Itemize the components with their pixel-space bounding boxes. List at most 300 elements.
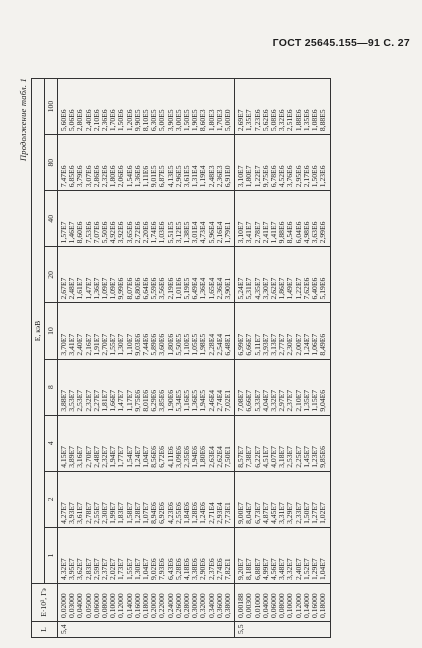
table-value: 2,69E7: [236, 109, 246, 132]
table-value: 0,12000: [293, 593, 303, 618]
table-value: 1,99E7: [108, 502, 118, 524]
L-value: 5,4: [58, 622, 235, 638]
table-value: 2,55E6: [173, 502, 183, 524]
table-value: 7,82E1: [223, 558, 233, 580]
table-value: 3,01E4: [190, 221, 200, 244]
table-value: 1,90E5: [190, 109, 200, 132]
table-value: 4,56E7: [269, 558, 279, 580]
page-header: ГОСТ 25645.155—91 С. 27: [272, 37, 410, 49]
table-value: 4,73E4: [198, 221, 208, 244]
table-value: 2,90E6: [198, 558, 208, 580]
table-value: 9,88E6: [277, 221, 287, 244]
table-value: 4,27E7: [59, 502, 68, 524]
table-value: 3,62E7: [75, 558, 85, 580]
table-value: 0,06000: [269, 593, 279, 618]
energy-values-cell: [235, 303, 330, 359]
table-value: 5,00E0: [223, 109, 233, 132]
table-value: 2,51E6: [285, 109, 295, 132]
table-value: 2,74E6: [214, 558, 224, 580]
table-value: 1,94E6: [190, 446, 200, 468]
table-value: 5,89E6: [149, 333, 159, 356]
table-value: 8,18E7: [244, 558, 254, 580]
table-value: 2,10E6: [91, 109, 101, 132]
energy-values-cell: [58, 527, 235, 583]
table-value: 3,79E6: [75, 165, 85, 188]
table-value: 6,88E7: [252, 558, 262, 580]
table-value: 1,17E7: [124, 389, 134, 412]
table-value: 9,75E6: [260, 165, 270, 188]
table-value: 3,93E7: [67, 502, 77, 524]
table-value: 2,83E7: [83, 558, 93, 580]
table-value: 3,93E7: [260, 333, 270, 356]
table-value: 2,96E5: [173, 165, 183, 188]
table-value: 1,01E6: [173, 277, 183, 300]
table-value: 6,92E6: [157, 502, 167, 524]
table-block-row: [58, 79, 235, 638]
energy-values-cell: [235, 191, 330, 247]
table-value: 1,31E4: [190, 165, 200, 188]
table-value: 1,15E7: [310, 389, 320, 412]
table-value: 1,09E7: [100, 277, 110, 300]
table-value: 3,41E7: [244, 221, 254, 244]
table-value: 5,06E6: [67, 109, 77, 132]
table-value: 3,29E7: [285, 502, 295, 524]
table-value: 5,62E6: [260, 109, 270, 132]
table-value: 0,04000: [260, 593, 270, 618]
table-value: 1,80E6: [165, 333, 175, 356]
energy-values-cell: [58, 247, 235, 303]
table-value: 4,35E7: [252, 277, 262, 300]
table-value: 2,32E6: [100, 165, 110, 188]
table-value: 6,22E7: [252, 446, 262, 468]
table-value: 8,04E7: [244, 502, 254, 524]
table-value: 5,19E5: [182, 277, 192, 300]
table-value: 2,33E7: [293, 502, 303, 524]
table-value: 1,55E7: [124, 558, 134, 580]
E-values-cell: [58, 584, 235, 622]
table-value: 9,99E6: [116, 277, 126, 300]
table-value: 2,71E4: [206, 502, 216, 524]
table-value: 3,13E7: [269, 333, 279, 356]
table-value: 0,14000: [301, 593, 311, 618]
table-value: 2,30E7: [285, 333, 295, 356]
energy-header-cell: 20: [45, 247, 58, 303]
table-value: 1,04E7: [141, 446, 151, 468]
table-value: 2,48E7: [91, 446, 101, 468]
energy-values-cell: [235, 471, 330, 527]
table-value: 6,30E5: [149, 109, 159, 132]
table-value: 6,29E6: [149, 389, 159, 412]
table-value: 4,23E6: [165, 502, 175, 524]
table-value: 4,92E6: [108, 221, 118, 244]
table-value: 3,18E7: [277, 446, 287, 468]
table-value: 0,01000: [252, 593, 262, 618]
table-value: 0,26000: [173, 593, 183, 618]
table-value: 1,24E7: [301, 333, 311, 356]
table-value: 8,94E6: [149, 502, 159, 524]
table-value: 1,22E7: [293, 277, 303, 300]
table-value: 2,48E3: [206, 165, 216, 188]
table-value: 6,66E7: [244, 333, 254, 356]
energy-values-cell: [235, 247, 330, 303]
table-value: 1,98E5: [198, 333, 208, 356]
table-value: 1,06E7: [310, 333, 320, 356]
table-value: 8,01E6: [141, 389, 151, 412]
table-value: 7,47E6: [59, 165, 68, 188]
table-value: 5,51E5: [165, 221, 175, 244]
table-value: 1,16E5: [182, 389, 192, 412]
table-value: 2,40E6: [83, 109, 93, 132]
table-value: 1,80E3: [206, 109, 216, 132]
table-value: 9,01E5: [149, 165, 159, 188]
table-value: 1,50E5: [182, 109, 192, 132]
energy-header-cell: 4: [45, 415, 58, 471]
table-value: 1,81E7: [100, 389, 110, 412]
table-value: 5,11E7: [252, 334, 262, 356]
table-value: 2,25E7: [293, 446, 303, 468]
table-value: 5,28E6: [173, 558, 183, 580]
table-value: 4,87E7: [260, 502, 270, 524]
energy-values-cell: [235, 415, 330, 471]
table-value: 0,28000: [182, 593, 192, 618]
table-value: 1,36E5: [190, 389, 200, 412]
table-value: 3,38E6: [190, 558, 200, 580]
table-value: 0,32000: [198, 593, 208, 618]
table-value: 3,61E5: [182, 165, 192, 188]
table-value: 1,54E6: [124, 165, 134, 188]
table-value: 1,79E1: [223, 221, 233, 244]
table-value: 9,02E6: [149, 558, 159, 580]
energy-values-cell: [58, 79, 235, 135]
table-value: 1,50E7: [301, 502, 311, 524]
table-value: 7,93E6: [157, 558, 167, 580]
table-value: 0,12000: [116, 593, 126, 618]
table-value: 5,96E4: [206, 221, 216, 244]
table-value: 1,10E5: [182, 333, 192, 356]
table-value: 3,32E7: [285, 558, 295, 580]
table-value: 4,04E7: [260, 389, 270, 412]
table-value: 1,02E7: [318, 502, 328, 524]
table-value: 2,36E3: [214, 165, 224, 188]
table-value: 1,36E7: [91, 277, 101, 300]
table-value: 0,04000: [75, 593, 85, 618]
table-continuation-caption: Продолжение табл. 1: [18, 78, 28, 162]
table-value: 9,20E7: [236, 558, 246, 580]
table-value: 1,35E7: [301, 389, 311, 412]
energy-header-cell: 2: [45, 471, 58, 527]
table-value: 0,16000: [132, 593, 142, 618]
table-value: 1,24E6: [198, 502, 208, 524]
table-value: 2,86E6: [91, 165, 101, 188]
table-value: 3,88E7: [59, 389, 68, 412]
table-value: 1,05E5: [190, 333, 200, 356]
table-value: 1,04E7: [318, 558, 328, 580]
table-value: 2,80E6: [75, 109, 85, 132]
table-value: 3,53E7: [67, 389, 77, 412]
table-value: 4,11E6: [165, 446, 175, 468]
table-value: 0,18000: [318, 593, 328, 618]
table-value: 9,90E5: [132, 109, 142, 132]
energy-values-cell: [58, 303, 235, 359]
table-value: 1,46E7: [67, 221, 77, 244]
table-value: 5,34E5: [173, 389, 183, 412]
table-value: 1,83E7: [116, 502, 126, 524]
table-value: 9,85E6: [318, 446, 328, 468]
table-value: 2,55E7: [91, 502, 101, 524]
table-value: 1,49E7: [285, 277, 295, 300]
table-value: 6,80E6: [132, 277, 142, 300]
table-value: 5,19E6: [318, 277, 328, 300]
energy-header-cell: 100: [45, 79, 58, 135]
table-value: 0,00300: [244, 593, 254, 618]
table-value: 3,16E7: [75, 446, 85, 468]
table-value: 8,49E6: [318, 333, 328, 356]
table-value: 1,94E7: [108, 446, 118, 468]
table-value: 1,22E7: [252, 165, 262, 188]
table-value: 3,90E5: [165, 109, 175, 132]
table-value: 2,93E4: [214, 502, 224, 524]
table-value: 7,08E7: [236, 389, 246, 412]
table-value: 1,91E7: [91, 333, 101, 356]
table-value: 6,40E6: [310, 277, 320, 300]
table-value: 0,38000: [223, 593, 233, 618]
table-value: 0,00188: [236, 593, 246, 618]
table-value: 2,35E6: [182, 446, 192, 468]
table-value: 1,88E6: [293, 109, 303, 132]
table-value: 2,06E6: [116, 165, 126, 188]
table-value: 3,89E7: [67, 446, 77, 468]
table-value: 2,70E7: [83, 446, 93, 468]
table-value: 4,32E7: [59, 558, 68, 580]
table-value: 3,60E6: [157, 333, 167, 356]
table-value: 9,04E6: [318, 389, 328, 412]
table-value: 2,37E6: [206, 558, 216, 580]
table-value: 2,36E4: [214, 277, 224, 300]
table-value: 1,36E6: [132, 165, 142, 188]
energy-values-cell: [58, 471, 235, 527]
table-value: 2,41E7: [260, 221, 270, 244]
energy-values-cell: [58, 191, 235, 247]
table-value: 1,11E6: [141, 165, 151, 188]
table-value: 5,08E6: [269, 109, 279, 132]
table-value: 0,05000: [83, 593, 93, 618]
table-value: 0,14000: [124, 593, 134, 618]
table-value: 3,00E5: [173, 109, 183, 132]
table-value: 2,62E7: [269, 277, 279, 300]
energy-values-cell: [235, 135, 330, 191]
table-value: 8,10E5: [141, 109, 151, 132]
energy-values-cell: [235, 527, 330, 583]
table-value: 2,78E7: [83, 502, 93, 524]
table-value: 5,31E7: [244, 277, 254, 300]
table-value: 2,16E4: [214, 221, 224, 244]
table-value: 8,56E6: [149, 446, 159, 468]
table-value: 2,63E4: [206, 446, 216, 468]
table-value: 7,73E1: [223, 502, 233, 524]
table-value: 1,04E7: [141, 558, 151, 580]
table-value: 0,08000: [100, 593, 110, 618]
table-value: 6,85E6: [67, 165, 77, 188]
table-value: 1,28E6: [190, 502, 200, 524]
energy-values-cell: [58, 135, 235, 191]
table-value: 6,99E7: [236, 333, 246, 356]
table-value: 0,36000: [214, 593, 224, 618]
table-value: 7,38E7: [244, 446, 254, 468]
table-value: 3,76E6: [285, 165, 295, 188]
table-block-row: [235, 79, 330, 638]
table-value: 4,15E7: [59, 446, 68, 468]
table-value: 8,07E6: [124, 277, 134, 300]
table-value: 2,40E7: [293, 558, 303, 580]
table-value: 1,07E7: [141, 502, 151, 524]
table-value: 2,78E7: [252, 221, 262, 244]
table-value: 6,49E4: [190, 277, 200, 300]
energy-values-cell: [235, 359, 330, 415]
table-value: 4,51E7: [260, 446, 270, 468]
table-value: 2,95E6: [293, 165, 303, 188]
table-value: 8,54E6: [285, 221, 295, 244]
table-value: 2,32E7: [100, 446, 110, 468]
energy-values-cell: [58, 415, 235, 471]
table-value: 3,10E7: [236, 165, 246, 188]
table-value: 1,30E7: [116, 333, 126, 356]
table-value: 2,67E7: [59, 277, 68, 300]
table-value: 1,23E6: [318, 165, 328, 188]
table-value: 2,37E7: [100, 558, 110, 580]
table-value: 2,53E7: [75, 389, 85, 412]
table-value: 9,75E6: [132, 389, 142, 412]
table-value: 1,50E6: [116, 109, 126, 132]
table-value: 1,61E7: [75, 277, 85, 300]
table-value: 1,41E7: [269, 221, 279, 244]
table-value: 3,70E7: [59, 333, 68, 356]
table-value: 1,09E7: [108, 277, 118, 300]
table-value: 3,61E7: [75, 502, 85, 524]
table-value: 1,28E7: [132, 502, 142, 524]
energy-header-cell: 1: [45, 527, 58, 583]
table-value: 3,10E7: [236, 221, 246, 244]
table-value: 6,72E6: [157, 446, 167, 468]
table-value: 2,00E7: [293, 333, 303, 356]
table-value: 6,04E6: [293, 221, 303, 244]
table-value: 2,74E4: [214, 389, 224, 412]
table-value: 3,30E7: [260, 277, 270, 300]
table-value: 0,06000: [91, 593, 101, 618]
table-value: 0,02000: [59, 593, 68, 618]
table-value: 9,03E6: [132, 333, 142, 356]
table-value: 2,17E6: [301, 165, 311, 188]
table-value: 1,36E4: [198, 277, 208, 300]
table-value: 1,10E7: [124, 333, 134, 356]
table-value: 4,07E7: [269, 446, 279, 468]
table-value: 8,88E5: [318, 109, 328, 132]
table-value: 2,37E7: [285, 389, 295, 412]
table-value: 1,24E7: [132, 446, 142, 468]
table-value: 2,97E7: [277, 389, 287, 412]
table-value: 2,16E7: [83, 333, 93, 356]
table-value: 7,02E1: [223, 389, 233, 412]
table-value: 0,20000: [149, 593, 159, 618]
table-value: 6,91E0: [223, 165, 233, 188]
energy-values-cell: [235, 79, 330, 135]
table-value: 8,60E6: [75, 221, 85, 244]
table-value: 1,57E7: [59, 221, 68, 244]
energy-values-cell: [58, 359, 235, 415]
table-value: 3,65E6: [124, 221, 134, 244]
table-value: 2,28E4: [206, 333, 216, 356]
table-value: 2,20E6: [141, 221, 151, 244]
table-value: 2,19E6: [165, 277, 175, 300]
column-group-energy: Е, кэВ: [32, 79, 45, 584]
table-value: 0,10000: [108, 593, 118, 618]
table-value: 5,00E5: [157, 109, 167, 132]
table-value: 6,64E6: [141, 277, 151, 300]
table-value: 3,92E6: [116, 221, 126, 244]
table-value: 1,19E4: [198, 165, 208, 188]
table-value: 1,35E7: [244, 109, 254, 132]
table-value: 1,70E6: [108, 109, 118, 132]
table-value: 0,22000: [157, 593, 167, 618]
table-value: 2,70E7: [100, 333, 110, 356]
table-value: 6,66E7: [244, 389, 254, 412]
table-value: 5,24E7: [236, 277, 246, 300]
table-value: 2,62E4: [214, 446, 224, 468]
energy-header-cell: 10: [45, 303, 58, 359]
table-value: 2,36E6: [100, 109, 110, 132]
table-value: 3,09E6: [173, 446, 183, 468]
table-value: 1,29E7: [310, 558, 320, 580]
L-value: 5,5: [235, 622, 330, 638]
table-value: 7,50E1: [223, 446, 233, 468]
rotated-page-content: [18, 78, 410, 638]
table-value: 1,74E6: [149, 221, 159, 244]
data-table: [31, 78, 331, 638]
table-value: 1,70E3: [214, 109, 224, 132]
table-value: 1,08E6: [310, 109, 320, 132]
table-value: 1,52E7: [301, 558, 311, 580]
table-value: 3,12E5: [173, 221, 183, 244]
table-body: [58, 79, 331, 638]
table-value: 7,44E6: [141, 333, 151, 356]
table-value: 5,59E6: [149, 277, 159, 300]
table-value: 0,24000: [165, 593, 175, 618]
table-value: 1,45E7: [301, 446, 311, 468]
table-value: 2,40E7: [75, 333, 85, 356]
table-value: 0,16000: [310, 593, 320, 618]
table-value: 1,65E4: [206, 277, 216, 300]
column-header-L: L: [32, 622, 58, 638]
table-value: 0,10000: [285, 593, 295, 618]
table-value: 4,45E7: [269, 502, 279, 524]
table-value: 1,47E7: [83, 277, 93, 300]
table-value: 2,48E7: [67, 277, 77, 300]
table-value: 1,38E5: [182, 221, 192, 244]
table-value: 1,54E7: [124, 446, 134, 468]
table-value: 2,30E7: [100, 502, 110, 524]
energy-header-cell: 8: [45, 359, 58, 415]
table-value: 2,10E7: [293, 389, 303, 412]
table-value: 5,50E6: [100, 221, 110, 244]
table-value: 8,57E7: [236, 446, 246, 468]
table-value: 2,77E7: [277, 333, 287, 356]
table-value: 3,32E7: [269, 389, 279, 412]
table-value: 1,47E7: [116, 389, 126, 412]
table-value: 3,90E1: [223, 277, 233, 300]
table-value: 1,77E7: [116, 446, 126, 468]
table-value: 3,56E6: [157, 277, 167, 300]
table-value: 5,60E6: [59, 109, 68, 132]
table-value: 1,86E7: [277, 277, 287, 300]
